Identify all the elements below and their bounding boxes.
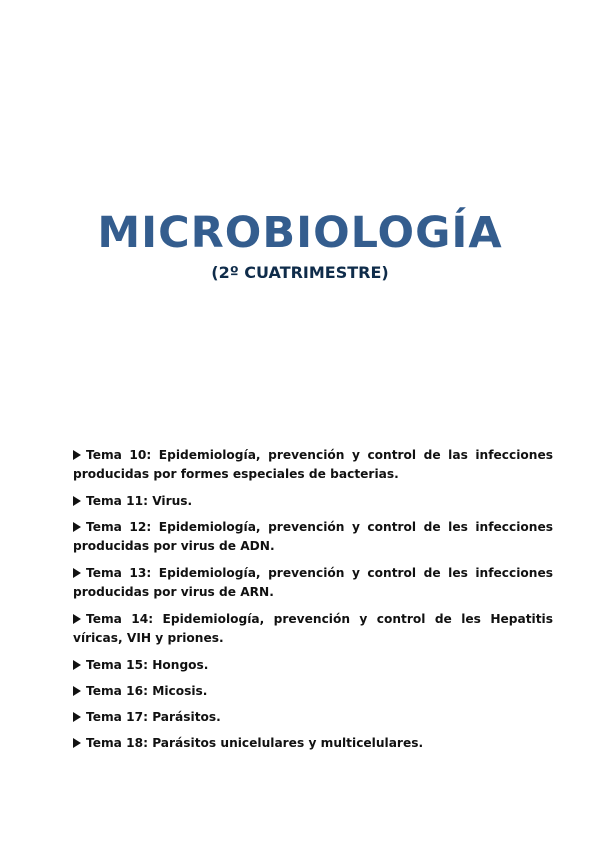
arrowhead-right-icon — [73, 522, 81, 532]
topic-text: Tema 16: Micosis. — [86, 684, 208, 698]
arrowhead-right-icon — [73, 660, 81, 670]
arrowhead-right-icon — [73, 614, 81, 624]
page-subtitle: (2º CUATRIMESTRE) — [211, 263, 389, 282]
topic-text: Tema 14: Epidemiología, prevención y control de les Hepatitis víricas, VIH y priones. — [73, 612, 553, 645]
arrowhead-right-icon — [73, 686, 81, 696]
arrowhead-right-icon — [73, 568, 81, 578]
topic-text: Tema 10: Epidemiología, prevención y control de las infecciones producidas por formes especiales de bacterias. — [73, 448, 553, 481]
page-title: MICROBIOLOGÍA — [97, 208, 503, 258]
topic-text: Tema 18: Parásitos unicelulares y multicelulares. — [86, 736, 424, 750]
topic-item-18 — [73, 734, 553, 753]
topic-item-14 — [73, 610, 553, 648]
topic-item-12 — [73, 518, 553, 556]
arrowhead-right-icon — [73, 450, 81, 460]
arrowhead-right-icon — [73, 496, 81, 506]
topic-text: Tema 15: Hongos. — [86, 658, 209, 672]
arrowhead-right-icon — [73, 712, 81, 722]
topic-item-11 — [73, 492, 553, 511]
topic-text: Tema 13: Epidemiología, prevención y control de les infecciones producidas por virus de ARN. — [73, 566, 553, 599]
topic-list — [73, 446, 553, 760]
topic-item-15 — [73, 656, 553, 675]
topic-item-17 — [73, 708, 553, 727]
topic-item-10 — [73, 446, 553, 484]
topic-text: Tema 17: Parásitos. — [86, 710, 221, 724]
topic-item-16 — [73, 682, 553, 701]
topic-item-13 — [73, 564, 553, 602]
topic-text: Tema 12: Epidemiología, prevención y control de les infecciones producidas por virus de ADN. — [73, 520, 553, 553]
arrowhead-right-icon — [73, 738, 81, 748]
topic-text: Tema 11: Virus. — [86, 494, 193, 508]
